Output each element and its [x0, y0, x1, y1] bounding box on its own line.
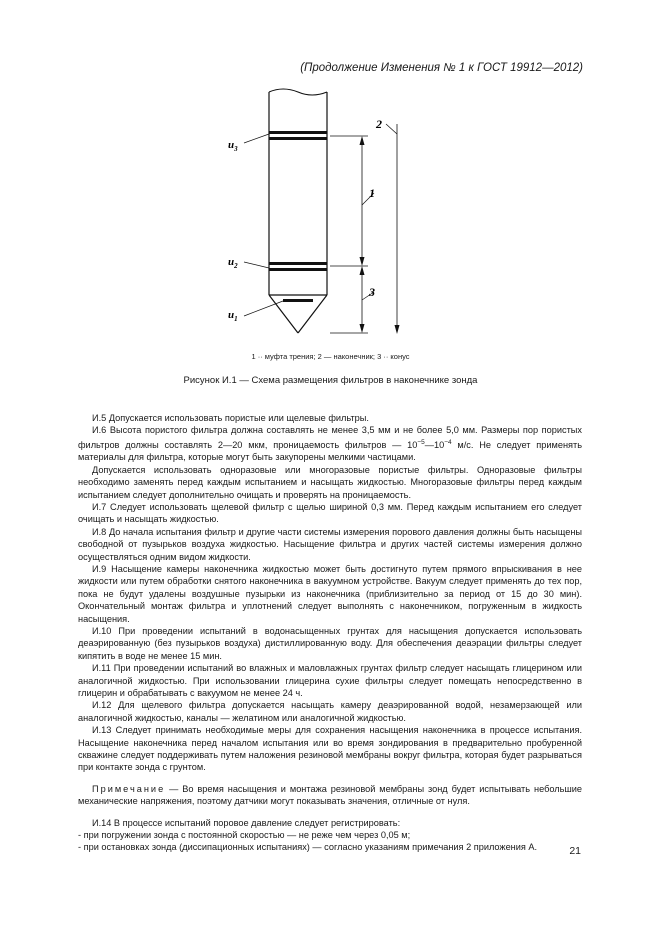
- probe-break-line: [269, 89, 327, 95]
- list-item: - при остановках зонда (диссипационных испытаниях) — согласно указаниям примечания 2 приложения А.: [78, 842, 538, 853]
- label-dim2: 2: [376, 117, 382, 131]
- dim2-arrow: [395, 325, 400, 334]
- page-header: (Продолжение Изменения № 1 к ГОСТ 19912—2012): [300, 62, 583, 74]
- label-u1: $u_1$: [228, 309, 238, 323]
- filter-u2-band: [269, 268, 327, 271]
- paragraph: И.13 Следует принимать необходимые меры для сохранения насыщения наконечника в процессе испытания. Насыщение наконечника перед началом испытания или во время зондирования в предварительно пробуренной скважине следует поддерживать путем наложения резиновой мембраны вокруг фильтра, которая будет разрываться при контакте зонда с грунтом.: [78, 725, 582, 773]
- leader-u3: [244, 134, 269, 143]
- paragraph: И.8 До начала испытания фильтр и другие части системы измерения порового давления должны быть насыщены свободной от пузырьков воздуха жидкостью. Насыщение фильтра и других частей системы измерения должно осуществляться одним видом жидкости.: [78, 526, 582, 562]
- label-dim1: 1: [369, 186, 375, 200]
- leader-u1: [244, 301, 283, 316]
- figure-caption: Рисунок И.1 — Схема размещения фильтров в наконечнике зонда: [183, 375, 478, 386]
- note-label: Примечание: [92, 783, 166, 794]
- document-body: [78, 412, 582, 854]
- leader-u2: [244, 262, 269, 268]
- figure-legend: 1 ·· муфта трения; 2 — наконечник; 3 ·· конус: [251, 352, 410, 361]
- label-dim3: 3: [369, 285, 375, 299]
- note: Примечание — Во время насыщения и монтажа резиновой мембраны зонд будет испытывать небольшие механические напряжения, поэтому датчики могут показывать значения, отличные от нуля.: [78, 783, 582, 807]
- paragraph: И.6 Высота пористого фильтра должна составлять не менее 3,5 мм и не более 5,0 мм. Размеры пор пористых фильтров должны составлять 2—20 мкм, проницаемость фильтров — $10^{-5}—10^{-4}$ м/с. Не следует применять материалы для фильтра, которые могут быть закупорены мелкими частицами.: [78, 425, 582, 463]
- page-number: 21: [569, 845, 581, 857]
- paragraph: Допускается использовать одноразовые или многоразовые пористые фильтры. Одноразовые фильтры необходимо заменять перед каждым испытанием и насыщать жидкостью. Многоразовые фильтры перед каждым испытанием следует дополнительно очищать и проверять на проницаемость.: [78, 464, 582, 500]
- paragraph: И.14 В процессе испытаний поровое давление следует регистрировать:: [92, 817, 401, 828]
- label-u3: $u_3$: [228, 139, 238, 153]
- paragraph: И.10 При проведении испытаний в водонасыщенных грунтах для насыщения допускается использовать деаэрированную (без пузырьков воздуха) дистиллированную воду. Для обеспечения деаэрации фильтры следует кипятить в воде не менее 15 мин.: [78, 625, 582, 661]
- dim3-arrow-top: [360, 266, 365, 275]
- filter-u1: [283, 299, 313, 302]
- filter-u3: [269, 131, 327, 134]
- filter-u3-band: [269, 137, 327, 140]
- paragraph: И.12 Для щелевого фильтра допускается насыщать камеру деаэрированной водой, незамерзающей или аналогичной жидкостью, каналы — желатином или аналогичной жидкостью.: [78, 700, 582, 723]
- label-u2: $u_2$: [228, 256, 238, 270]
- dim1-arrow-top: [360, 136, 365, 145]
- paragraph: И.11 При проведении испытаний во влажных и маловлажных грунтах фильтр следует насыщать глицерином или аналогичной жидкостью. При использовании глицерина сухие фильтры следует помещать непосредственно в глицерин и обрабатывать с вакуумом не менее 24 ч.: [78, 663, 582, 698]
- list-item: - при погружении зонда с постоянной скоростью — не реже чем через 0,05 м;: [78, 830, 411, 841]
- paragraph: И.5 Допускается использовать пористые или щелевые фильтры.: [92, 413, 369, 423]
- dim2-leader: [386, 124, 397, 134]
- dim3-arrow-bottom: [360, 324, 365, 333]
- paragraph: И.9 Насыщение камеры наконечника жидкостью может быть достигнуто путем прямого впрыскивания в нее жидкости или путем обработки снятого наконечника в вакуумном устройстве. Вакуум следует применять до тех пор, пока не будут удалены воздушные пузырьки из наконечника (приблизительно за период от 15 до 30 мин). Окончательный монтаж фильтра и уплотнений следует выполнять с наконечником, погруженным в жидкость насыщения.: [78, 563, 582, 624]
- filter-u2: [269, 262, 327, 265]
- probe-filter-diagram: [0, 0, 661, 360]
- paragraph: И.7 Следует использовать щелевой фильтр с щелью шириной 0,3 мм. Перед каждым испытанием его следует очищать и насыщать жидкостью.: [78, 501, 582, 525]
- dim1-arrow-bottom: [360, 257, 365, 266]
